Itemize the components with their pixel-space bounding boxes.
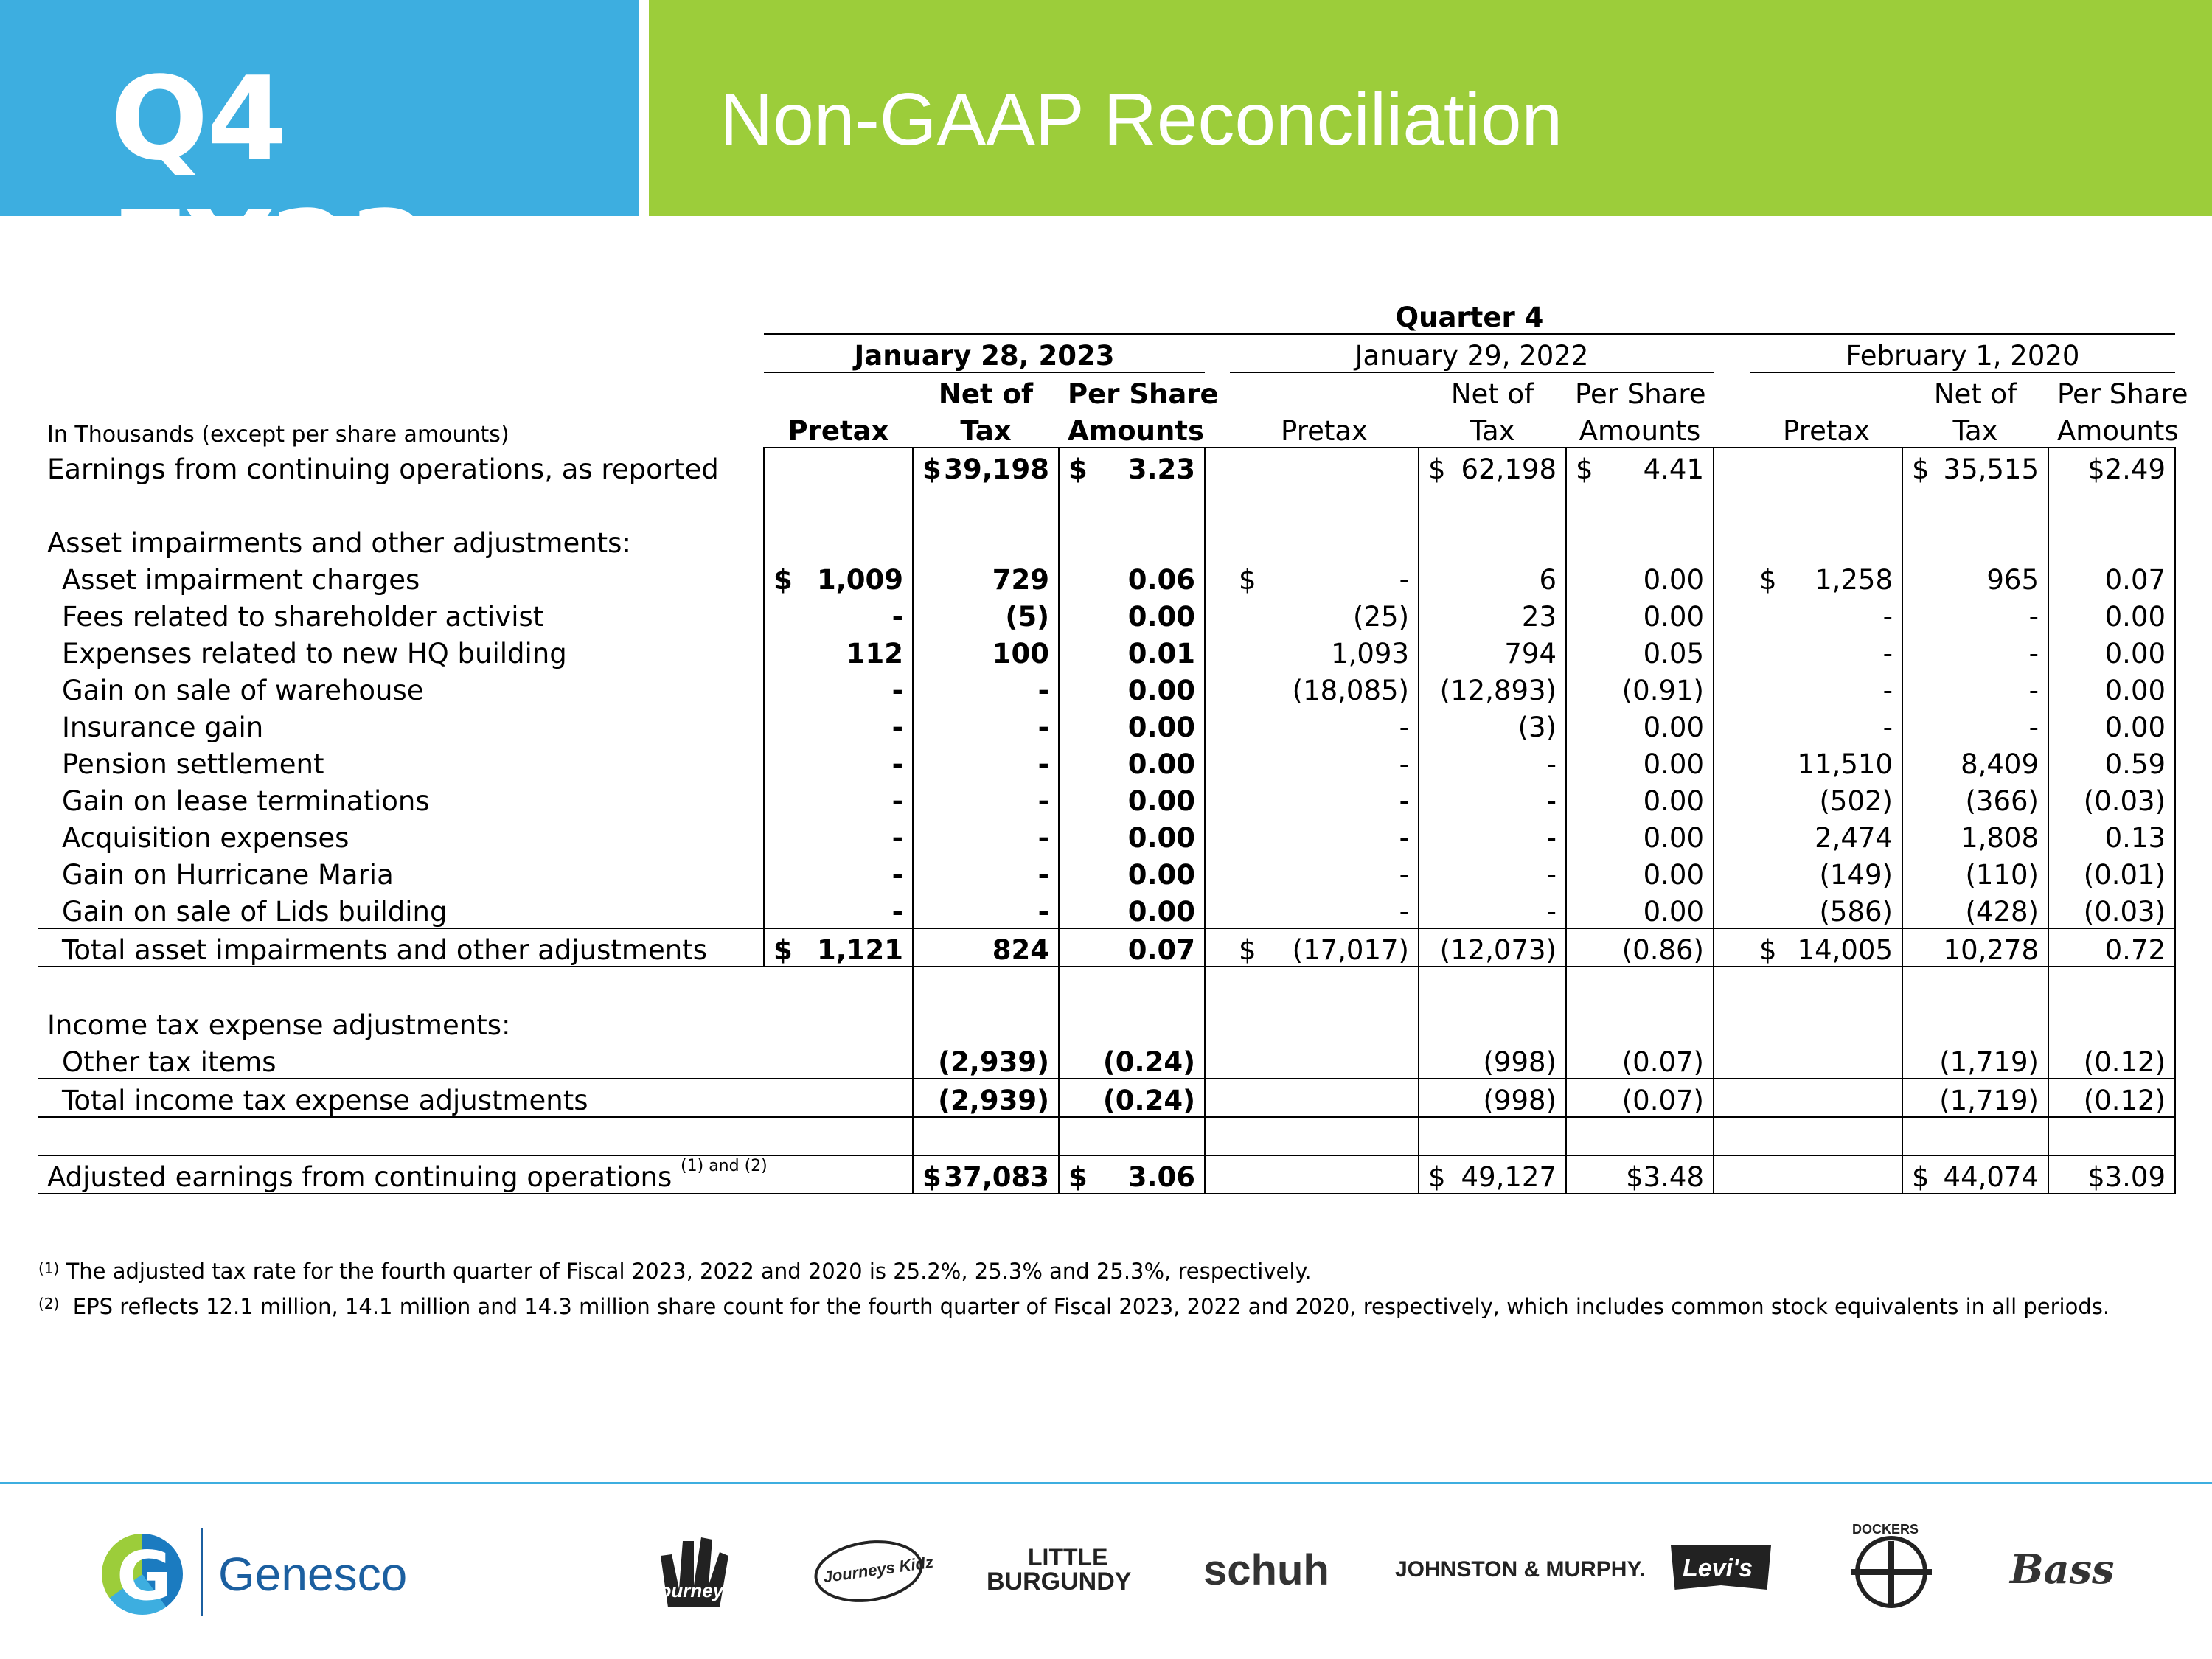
table-cell: - [913,817,1059,854]
group-header-row [38,296,2175,334]
period-2: January 29, 2022 [1230,334,1714,372]
table-cell: 0.00 [1566,817,1714,854]
section-header-row [38,522,2175,559]
footer-divider [0,1482,2212,1484]
page-title: Non-GAAP Reconciliation [720,78,1563,161]
table-cell: 2,474 [1750,817,1902,854]
col-header-row-top [38,372,2175,410]
col-ps-top: Per Share [2057,378,2188,410]
schuh-logo: schuh [1203,1546,1329,1594]
col-net-top: Net of [1933,378,2017,410]
row-label: Fees related to shareholder activist [62,601,544,633]
table-cell: - [913,706,1059,743]
table-row [38,706,2175,743]
quarter-title: Q4 FY23 [111,52,427,320]
spacer-row [38,485,2175,522]
row-label: Gain on Hurricane Maria [62,859,394,891]
table-row [38,669,2175,706]
journeys-logo: Journeys [649,1579,734,1601]
col-net-top: Net of [1450,378,1534,410]
table-cell: (5) [913,596,1059,633]
col-pretax: Pretax [1230,410,1419,448]
table-cell: 1,808 [1902,817,2048,854]
table-cell: - [764,706,913,743]
table-cell: - [764,596,913,633]
table-cell: - [913,891,1059,928]
table-cell: - [1902,669,2048,706]
row-label: Earnings from continuing operations, as reported [47,453,719,485]
table-cell: 0.00 [1059,891,1205,928]
table-cell: 0.00 [1059,854,1205,891]
table-row [38,780,2175,817]
spacer-row [38,1117,2175,1155]
table-cell: (586) [1750,891,1902,928]
table-cell: (149) [1750,854,1902,891]
col-pretax: Pretax [1750,410,1902,448]
journeys-kidz-logo: Journeys Kidz [821,1552,935,1587]
table-cell: - [764,669,913,706]
table-cell: 0.00 [1566,743,1714,780]
brand-logo-row [0,1519,2212,1622]
table-cell: - [764,854,913,891]
table-cell: 1,093 [1230,633,1419,669]
burgundy-logo: BURGUNDY [987,1568,1132,1596]
group-header: Quarter 4 [764,296,2175,334]
footnote-ref: (1) and (2) [681,1157,768,1175]
table-cell: 0.00 [1566,891,1714,928]
col-ps-top: Per Share [1068,378,1219,410]
table-cell: 0.00 [1059,706,1205,743]
table-row [38,633,2175,669]
table-cell: - [1419,743,1566,780]
table-cell: (0.01) [2048,854,2175,891]
table-cell: (502) [1750,780,1902,817]
table-cell: - [1902,596,2048,633]
section-header-row [38,1004,2175,1041]
col-pretax: Pretax [764,410,913,448]
genesco-logo-text: Genesco [218,1548,408,1601]
col-header-row-bottom [38,410,2175,448]
total-row: Total income tax expense adjustments (2,939) (0.24) (998) (0.07) (1,719) (0.12) [38,1079,2175,1117]
table-cell: 0.00 [1566,596,1714,633]
spacer-row [38,967,2175,1004]
table-cell: 0.13 [2048,817,2175,854]
table-cell: - [1750,669,1902,706]
table-row: Earnings from continuing operations, as reported $ 39,198 $ 3.23 $ 62,198 $ 4.41 $ 35,515 $2.49 [38,448,2175,485]
table-cell: - [764,743,913,780]
table-cell: 0.07 [2048,559,2175,596]
table-cell: - [1230,854,1419,891]
table-cell: 0.00 [1059,817,1205,854]
row-label: Asset impairment charges [62,564,420,596]
table-cell: 0.00 [2048,596,2175,633]
table-cell: - [764,817,913,854]
table-cell: 0.00 [1059,780,1205,817]
row-label: Total income tax expense adjustments [38,1079,764,1117]
table-cell: $ - [1230,559,1419,596]
adjustment-rows [38,559,2175,928]
row-label: Acquisition expenses [62,822,349,854]
table-cell: 0.05 [1566,633,1714,669]
table-cell: $ 1,258 [1750,559,1902,596]
row-label: Adjusted earnings from continuing operations $^{(1) and (2)}$ [38,1155,764,1194]
section-label: Income tax expense adjustments: [47,1009,511,1041]
period-row [38,334,2175,372]
genesco-logo-letter: G [116,1537,173,1615]
table-row: Other tax items (2,939) (0.24) (998) (0.07) (1,719) (0.12) [38,1041,2175,1079]
table-cell: 6 [1419,559,1566,596]
row-label: Gain on sale of warehouse [62,675,424,706]
table-row [38,743,2175,780]
row-label: Total asset impairments and other adjustments [38,928,764,967]
johnston-murphy-logo: JOHNSTON & MURPHY. [1395,1557,1646,1582]
table-cell: 8,409 [1902,743,2048,780]
table-cell: 0.00 [2048,633,2175,669]
table-cell: - [764,891,913,928]
table-cell: - [1750,706,1902,743]
table-cell: (3) [1419,706,1566,743]
dockers-logo: DOCKERS [1852,1522,1919,1537]
reconciliation-table [38,296,2188,1194]
col-ps-top: Per Share [1575,378,1706,410]
row-label: Insurance gain [62,712,264,743]
col-amounts: Amounts [1566,410,1714,448]
section-label: Asset impairments and other adjustments: [47,527,631,559]
adjusted-row: Adjusted earnings from continuing operations $^{(1) and (2)}$ $ 37,083 $ 3.06 $ 49,127 $3.48 $ 44,074 $3.09 [38,1155,2175,1194]
table-cell: - [764,780,913,817]
table-cell: - [1419,780,1566,817]
table-cell: - [1750,633,1902,669]
col-net-top: Net of [938,378,1034,410]
table-row [38,559,2175,596]
table-cell: - [1902,706,2048,743]
table-cell: 729 [913,559,1059,596]
table-cell: - [913,854,1059,891]
little-logo: LITTLE [1028,1544,1108,1571]
table-cell: - [1230,817,1419,854]
table-cell: 0.00 [2048,706,2175,743]
table-cell: (12,893) [1419,669,1566,706]
footnote-2: $^{(2)}$ EPS reflects 12.1 million, 14.1 million and 14.3 million share count for the fourth quarter of Fiscal 2023, 2022 and 2020, respectively, which includes common stock equivalents in all periods. [38,1294,2110,1319]
table-cell: - [1230,891,1419,928]
table-cell: 0.00 [1566,780,1714,817]
table-cell: 0.59 [2048,743,2175,780]
table-cell: (110) [1902,854,2048,891]
col-amounts: Amounts [2048,410,2175,448]
table-cell: (0.03) [2048,891,2175,928]
row-label: Pension settlement [62,748,324,780]
table-cell: (0.91) [1566,669,1714,706]
table-cell: 0.00 [1059,743,1205,780]
units-label: In Thousands (except per share amounts) [47,422,509,448]
table-cell: - [1419,891,1566,928]
table-cell: 0.00 [1566,854,1714,891]
table-cell: 112 [764,633,913,669]
table-cell: - [913,780,1059,817]
table-cell: - [1750,596,1902,633]
table-cell: (366) [1902,780,2048,817]
period-1: January 28, 2023 [764,334,1205,372]
table-cell: 0.06 [1059,559,1205,596]
col-tax: Tax [1419,410,1566,448]
levis-logo: Levi's [1683,1554,1753,1582]
table-cell: 100 [913,633,1059,669]
table-cell: 0.00 [1566,559,1714,596]
table-cell: (428) [1902,891,2048,928]
table-cell: - [1230,780,1419,817]
table-cell: 0.01 [1059,633,1205,669]
table-cell: 965 [1902,559,2048,596]
row-label: Expenses related to new HQ building [62,638,567,669]
table-cell: - [1902,633,2048,669]
table-cell: (18,085) [1230,669,1419,706]
table-cell: 23 [1419,596,1566,633]
table-cell: 0.00 [1566,706,1714,743]
logo-divider [201,1528,203,1616]
footnotes [38,1253,2177,1324]
table-cell: (25) [1230,596,1419,633]
header-quarter-panel [0,0,639,320]
dockers-logo-icon [1843,1526,1939,1615]
table-cell: 0.00 [2048,669,2175,706]
col-amounts: Amounts [1059,410,1205,448]
table-cell: (0.03) [2048,780,2175,817]
table-cell: 0.00 [1059,596,1205,633]
table-cell: - [1419,854,1566,891]
table-cell: - [913,743,1059,780]
table-cell: 11,510 [1750,743,1902,780]
table-row [38,891,2175,928]
table-cell: - [913,669,1059,706]
total-row: Total asset impairments and other adjustments $ 1,121 824 0.07 $ (17,017) (12,073) (0.86) $ 14,005 10,278 0.72 [38,928,2175,967]
row-label: Gain on sale of Lids building [62,896,448,928]
period-3: February 1, 2020 [1750,334,2175,372]
table-cell: - [1230,706,1419,743]
table-row [38,817,2175,854]
table-cell: - [1230,743,1419,780]
table-row [38,854,2175,891]
table-cell: 794 [1419,633,1566,669]
table-cell: - [1419,817,1566,854]
row-label: Gain on lease terminations [62,785,430,817]
table-cell: 0.00 [1059,669,1205,706]
col-tax: Tax [1902,410,2048,448]
table-row [38,596,2175,633]
col-tax: Tax [913,410,1059,448]
row-label: Other tax items [62,1046,276,1078]
bass-logo: Bass [2010,1545,2115,1593]
table-cell: $ 1,009 [764,559,913,596]
footnote-1: $^{(1)}$ The adjusted tax rate for the fourth quarter of Fiscal 2023, 2022 and 2020 is 25.2%, 25.3% and 25.3%, respectively. [38,1259,1312,1284]
